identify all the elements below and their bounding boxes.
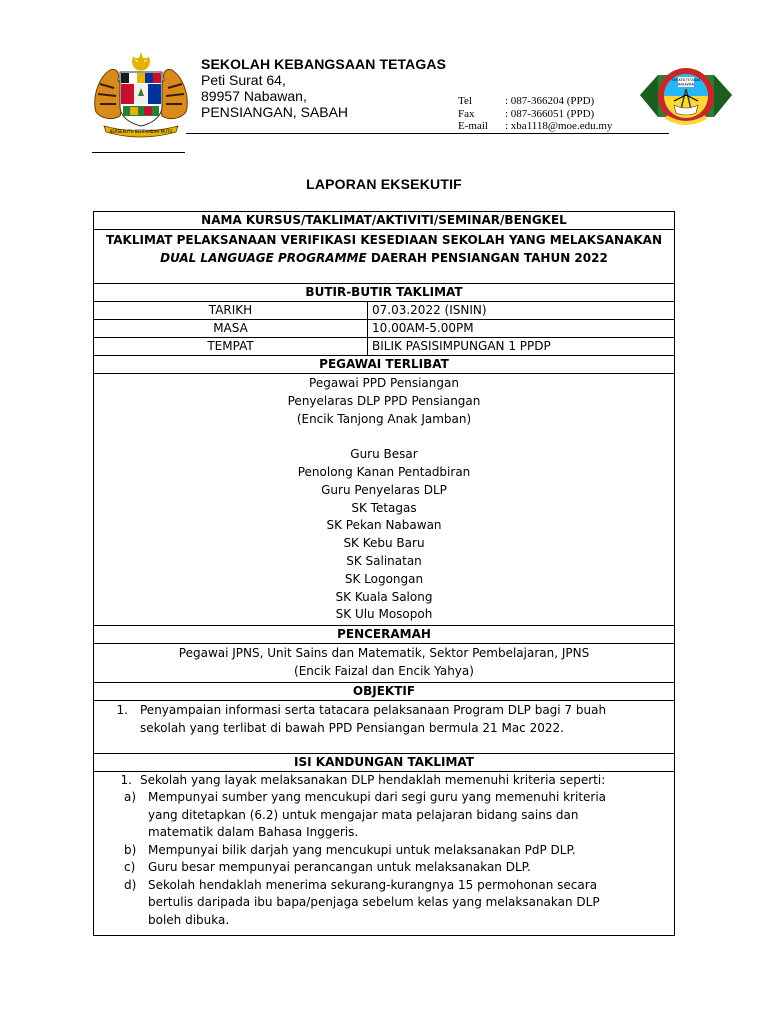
table-row	[94, 320, 675, 338]
objective-item	[98, 701, 670, 737]
speaker-item: (Encik Faizal dan Encik Yahya)	[294, 663, 474, 678]
table-row	[94, 753, 675, 771]
officers-header: PEGAWAI TERLIBAT	[94, 356, 675, 374]
contact-key: E-mail	[458, 120, 488, 132]
objective-list	[94, 700, 675, 753]
content-line: Mempunyai sumber yang mencukupi dari segi guru yang memenuhi kriteria	[148, 790, 607, 805]
objective-header: OBJEKTIF	[94, 682, 675, 700]
address-line: 89957 Nabawan,	[201, 88, 307, 104]
course-title	[94, 230, 675, 284]
contact-email	[458, 120, 612, 132]
content-text	[148, 877, 670, 930]
detail-value: 07.03.2022 (ISNIN)	[368, 302, 675, 320]
content-item	[98, 789, 670, 842]
content-number: 1.	[120, 772, 132, 787]
svg-text:NABAWAN: NABAWAN	[677, 82, 695, 87]
officer-item: SK Ulu Mosopoh	[335, 607, 433, 622]
document-title: LAPORAN EKSEKUTIF	[306, 176, 462, 192]
contact-key: Tel	[458, 95, 472, 107]
speaker-list	[94, 644, 675, 683]
content-letter: d)	[124, 877, 137, 892]
contact-value: : 087-366204 (PPD)	[505, 95, 595, 107]
school-name: SEKOLAH KEBANGSAAN TETAGAS	[201, 56, 447, 72]
officer-item: SK Pekan Nabawan	[326, 518, 442, 533]
course-title-italic: DUAL LANGUAGE PROGRAMME	[160, 251, 367, 265]
content-line: bertulis daripada ibu bapa/penjaga sebelum kelas yang melaksanakan DLP	[148, 895, 600, 910]
content-letter: a)	[124, 790, 137, 805]
address-line: PENSIANGAN, SABAH	[201, 104, 349, 120]
content-item	[98, 842, 670, 860]
table-row	[94, 212, 675, 230]
speaker-header: PENCERAMAH	[94, 626, 675, 644]
malaysia-coat-of-arms-icon	[90, 50, 192, 140]
officer-item: SK Kuala Salong	[335, 589, 433, 604]
detail-label: MASA	[94, 320, 368, 338]
objective-text	[140, 701, 606, 737]
course-title-rest: DAERAH PENSIANGAN TAHUN 2022	[366, 251, 608, 265]
officer-item: (Encik Tanjong Anak Jamban)	[296, 411, 472, 426]
contact-value: : xba1118@moe.edu.my	[505, 120, 613, 132]
contact-tel	[458, 95, 594, 107]
table-row	[94, 284, 675, 302]
content-line: Mempunyai bilik darjah yang mencukupi untuk melaksanakan PdP DLP.	[148, 842, 576, 857]
content-text	[148, 789, 670, 842]
detail-value: BILIK PASISIMPUNGAN 1 PPDP	[368, 338, 675, 356]
contact-value: : 087-366051 (PPD)	[505, 108, 595, 120]
content-line: yang ditetapkan (6.2) untuk mengajar mata pelajaran bidang sains dan	[148, 807, 579, 822]
content-text	[148, 859, 670, 877]
table-row	[94, 771, 675, 936]
table-row	[94, 700, 675, 753]
objective-line: sekolah yang terlibat di bawah PPD Pensiangan bermula 21 Mac 2022.	[140, 720, 564, 735]
letterhead-divider	[186, 133, 669, 134]
details-header: BUTIR-BUTIR TAKLIMAT	[94, 284, 675, 302]
content-line: Guru besar mempunyai perancangan untuk melaksanakan DLP.	[148, 860, 531, 875]
content-line: matematik dalam Bahasa Inggeris.	[148, 825, 359, 840]
table-row	[94, 644, 675, 683]
officer-item: SK Tetagas	[351, 500, 417, 515]
content-item	[98, 877, 670, 930]
content-text	[148, 842, 670, 860]
table-row	[94, 302, 675, 320]
detail-label: TARIKH	[94, 302, 368, 320]
table-row	[94, 230, 675, 284]
svg-text:SEK.KEB.TETAGAS: SEK.KEB.TETAGAS	[671, 78, 701, 82]
officer-item: Pegawai PPD Pensiangan	[309, 376, 459, 390]
officer-item: SK Logongan	[344, 571, 424, 586]
table-row	[94, 374, 675, 626]
officer-item: SK Salinatan	[346, 553, 422, 568]
content-letter: c)	[124, 860, 136, 875]
content-item	[98, 859, 670, 877]
address-line: Peti Surat 64,	[201, 72, 286, 88]
table-row	[94, 682, 675, 700]
officers-list	[94, 374, 675, 626]
content-header: ISI KANDUNGAN TAKLIMAT	[94, 753, 675, 771]
spacer	[98, 428, 670, 446]
coa-motto: BERSEKUTU BERTAMBAH MUTU	[109, 129, 173, 134]
objective-number: 1.	[116, 702, 128, 717]
contact-fax	[458, 108, 594, 120]
content-intro	[98, 772, 670, 790]
contact-key: Fax	[458, 108, 475, 120]
content-line: Sekolah hendaklah menerima sekurang-kurangnya 15 permohonan secara	[148, 877, 598, 892]
table-row	[94, 356, 675, 374]
officer-item: Penolong Kanan Pentadbiran	[297, 464, 471, 479]
officer-item: Guru Besar	[350, 447, 418, 462]
content-intro-text: Sekolah yang layak melaksanakan DLP hendaklah memenuhi kriteria seperti:	[140, 772, 606, 787]
letterhead-divider	[92, 152, 185, 153]
officer-item: Penyelaras DLP PPD Pensiangan	[287, 393, 481, 408]
course-title-line1: TAKLIMAT PELAKSANAAN VERIFIKASI KESEDIAAN SEKOLAH YANG MELAKSANAKAN	[106, 233, 662, 247]
speaker-item: Pegawai JPNS, Unit Sains dan Matematik, Sektor Pembelajaran, JPNS	[178, 646, 590, 661]
detail-label: TEMPAT	[94, 338, 368, 356]
course-header: NAMA KURSUS/TAKLIMAT/AKTIVITI/SEMINAR/BENGKEL	[94, 212, 675, 230]
table-row	[94, 626, 675, 644]
school-logo-icon	[636, 55, 736, 137]
officer-item: SK Kebu Baru	[343, 536, 425, 551]
content-line: boleh dibuka.	[148, 912, 230, 927]
officer-item: Guru Penyelaras DLP	[321, 482, 447, 497]
objective-line: Penyampaian informasi serta tatacara pelaksanaan Program DLP bagi 7 buah	[140, 702, 607, 717]
report-table	[93, 211, 675, 936]
table-row	[94, 338, 675, 356]
detail-value: 10.00AM-5.00PM	[368, 320, 675, 338]
content-letter: b)	[124, 842, 137, 857]
content-list	[94, 771, 675, 936]
